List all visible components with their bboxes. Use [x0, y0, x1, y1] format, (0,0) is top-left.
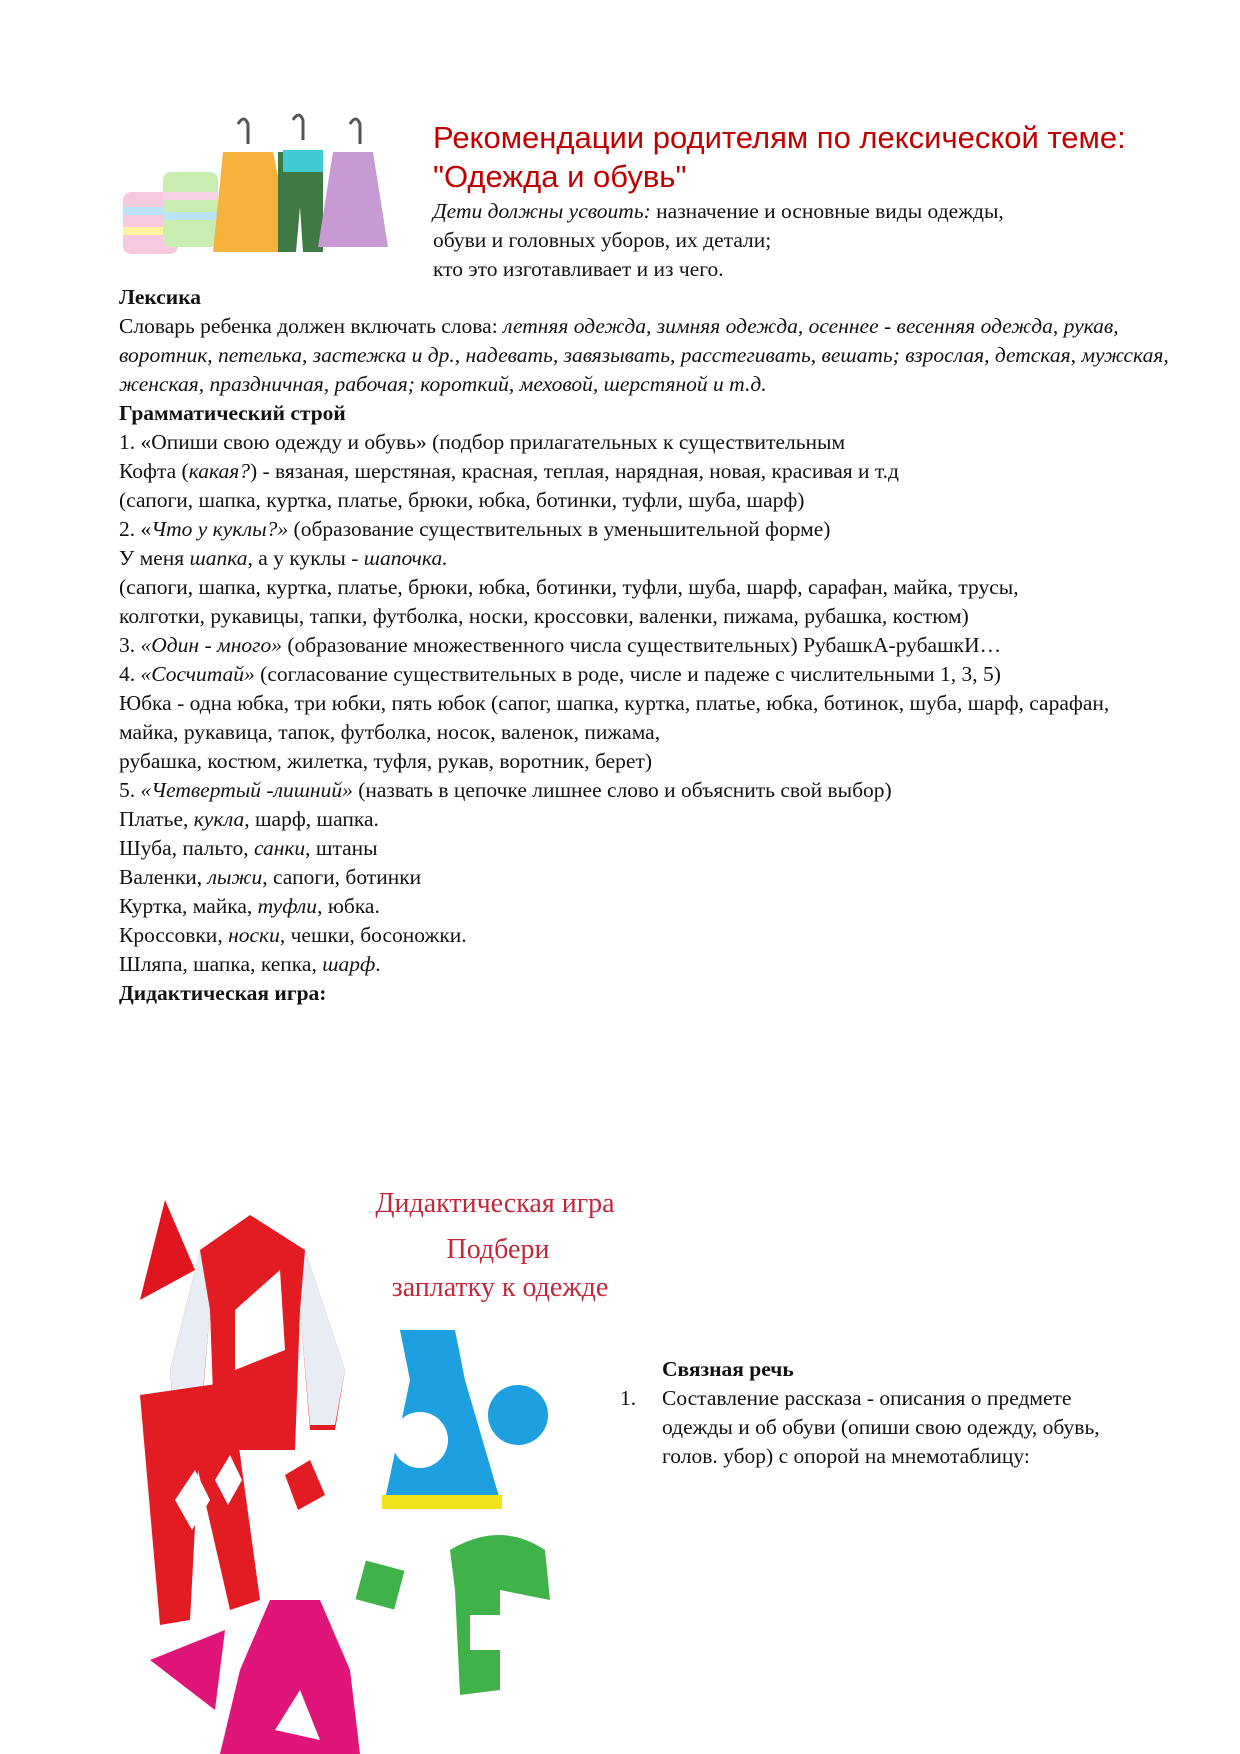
row-text: , чешки, босоножки. [279, 923, 467, 947]
row-text: Валенки, [119, 865, 208, 889]
lexicon-heading: Лексика [119, 285, 202, 309]
row-text: Кроссовки, [119, 923, 229, 947]
odd-word: санки [253, 836, 306, 860]
grammar-heading: Грамматический строй [119, 401, 346, 425]
row-text: Платье, [119, 807, 194, 831]
scarf [450, 1535, 550, 1695]
row-text: . [375, 952, 381, 976]
triangle-patch [140, 1200, 195, 1300]
row-text: , штаны [305, 836, 378, 860]
odd-one-out-row [119, 805, 1169, 834]
lexicon-words: летняя одежда, зимняя одежда, осеннее - весенняя одежда, рукав, воротник, петелька, застежка и др., надевать, завязывать, расстегивать, вешать; взрослая, детская, мужская, женская, праздничная, рабочая; короткий, меховой, шерстяной и т.д. [119, 314, 1169, 396]
patch-game-image [120, 1170, 640, 1754]
exercise-3-title: 3. «Один - много» (образование множественного числа существительных) РубашкА-рубашкИ… [119, 633, 1002, 657]
odd-word: туфли [257, 894, 318, 918]
exercise-1-title: 1. «Опиши свою одежду и обувь» (подбор прилагательных к существительным [119, 430, 846, 454]
page-title: Рекомендации родителям по лексической теме: "Одежда и обувь" [433, 120, 1126, 194]
goals-text: назначение и основные виды одежды, [650, 199, 1004, 223]
game-heading: Дидактическая игра: [119, 981, 327, 1005]
learning-goals [433, 197, 1193, 284]
goals-label: Дети должны усвоить: [433, 199, 651, 223]
coherent-speech-section [620, 1355, 1140, 1471]
exercise-2-title: 2. «Что у куклы?» (образование существительных в уменьшительной форме) [119, 517, 831, 541]
odd-word: носки [228, 923, 280, 947]
row-text: Шуба, пальто, [119, 836, 254, 860]
odd-one-out-list [119, 805, 1169, 979]
odd-word: кукла [193, 807, 245, 831]
exercise-1-example: Кофта (какая?) - вязаная, шерстяная, красная, теплая, нарядная, новая, красивая и т.д [119, 459, 899, 483]
game-image-title: заплатку к одежде [391, 1272, 609, 1303]
exercise-5-title: 5. «Четвертый -лишний» (назвать в цепочке лишнее слово и объяснить свой выбор) [119, 778, 892, 802]
exercise-4-title: 4. «Сосчитай» (согласование существительных в роде, числе и падеже с числительными 1, 3, 5) [119, 662, 1001, 686]
odd-word: лыжи [207, 865, 263, 889]
speech-heading: Связная речь [662, 1357, 794, 1381]
row-text: , шарф, шапка. [244, 807, 379, 831]
row-text: Куртка, майка, [119, 894, 258, 918]
row-text: , сапоги, ботинки [262, 865, 422, 889]
exercise-4-words: рубашка, костюм, жилетка, туфля, рукав, воротник, берет) [119, 749, 653, 773]
list-number: 1. [620, 1386, 637, 1410]
exercise-1-words: (сапоги, шапка, куртка, платье, брюки, юбка, ботинки, туфли, шуба, шарф) [119, 488, 805, 512]
clothes-on-hangers-image [118, 112, 418, 260]
speech-task: Составление рассказа - описания о предмете одежды и об обуви (опиши свою одежду, обувь, голов. убор) с опорой на мнемотаблицу: [662, 1386, 1100, 1468]
exercise-2-words: (сапоги, шапка, куртка, платье, брюки, юбка, ботинки, туфли, шуба, шарф, сарафан, майка, трусы, колготки, рукавицы, тапки, футболка, носки, кроссовки, валенки, пижама, рубашка, костюм) [119, 575, 1019, 628]
odd-one-out-row [119, 834, 1169, 863]
document-body [119, 283, 1169, 1008]
triangle-patch [150, 1630, 225, 1710]
pink-dress [220, 1600, 360, 1754]
odd-one-out-row [119, 950, 1169, 979]
odd-one-out-row [119, 921, 1169, 950]
game-image-title: Дидактическая игра [375, 1188, 615, 1219]
lexicon-lead: Словарь ребенка должен включать слова: [119, 314, 504, 338]
goals-text: кто это изготавливает и из чего. [433, 257, 724, 281]
circle-patch [488, 1385, 548, 1445]
game-image-title: Подбери [446, 1234, 550, 1265]
square-patch [356, 1561, 405, 1610]
goals-text: обуви и головных уборов, их детали; [433, 228, 772, 252]
diamond-patch [285, 1460, 325, 1510]
row-text: , юбка. [317, 894, 380, 918]
odd-one-out-row [119, 863, 1169, 892]
lexicon-paragraph [119, 312, 1169, 399]
exercise-2-example: У меня шапка, а у куклы - шапочка. [119, 546, 448, 570]
exercise-4-example: Юбка - одна юбка, три юбки, пять юбок (сапог, шапка, куртка, платье, юбка, ботинок, шуба, шарф, сарафан, майка, рукавица, тапок, футболка, носок, валенок, пижама, [119, 691, 1110, 744]
odd-word: шарф [322, 952, 376, 976]
dress [382, 1330, 502, 1509]
odd-one-out-row [119, 892, 1169, 921]
row-text: Шляпа, шапка, кепка, [119, 952, 323, 976]
